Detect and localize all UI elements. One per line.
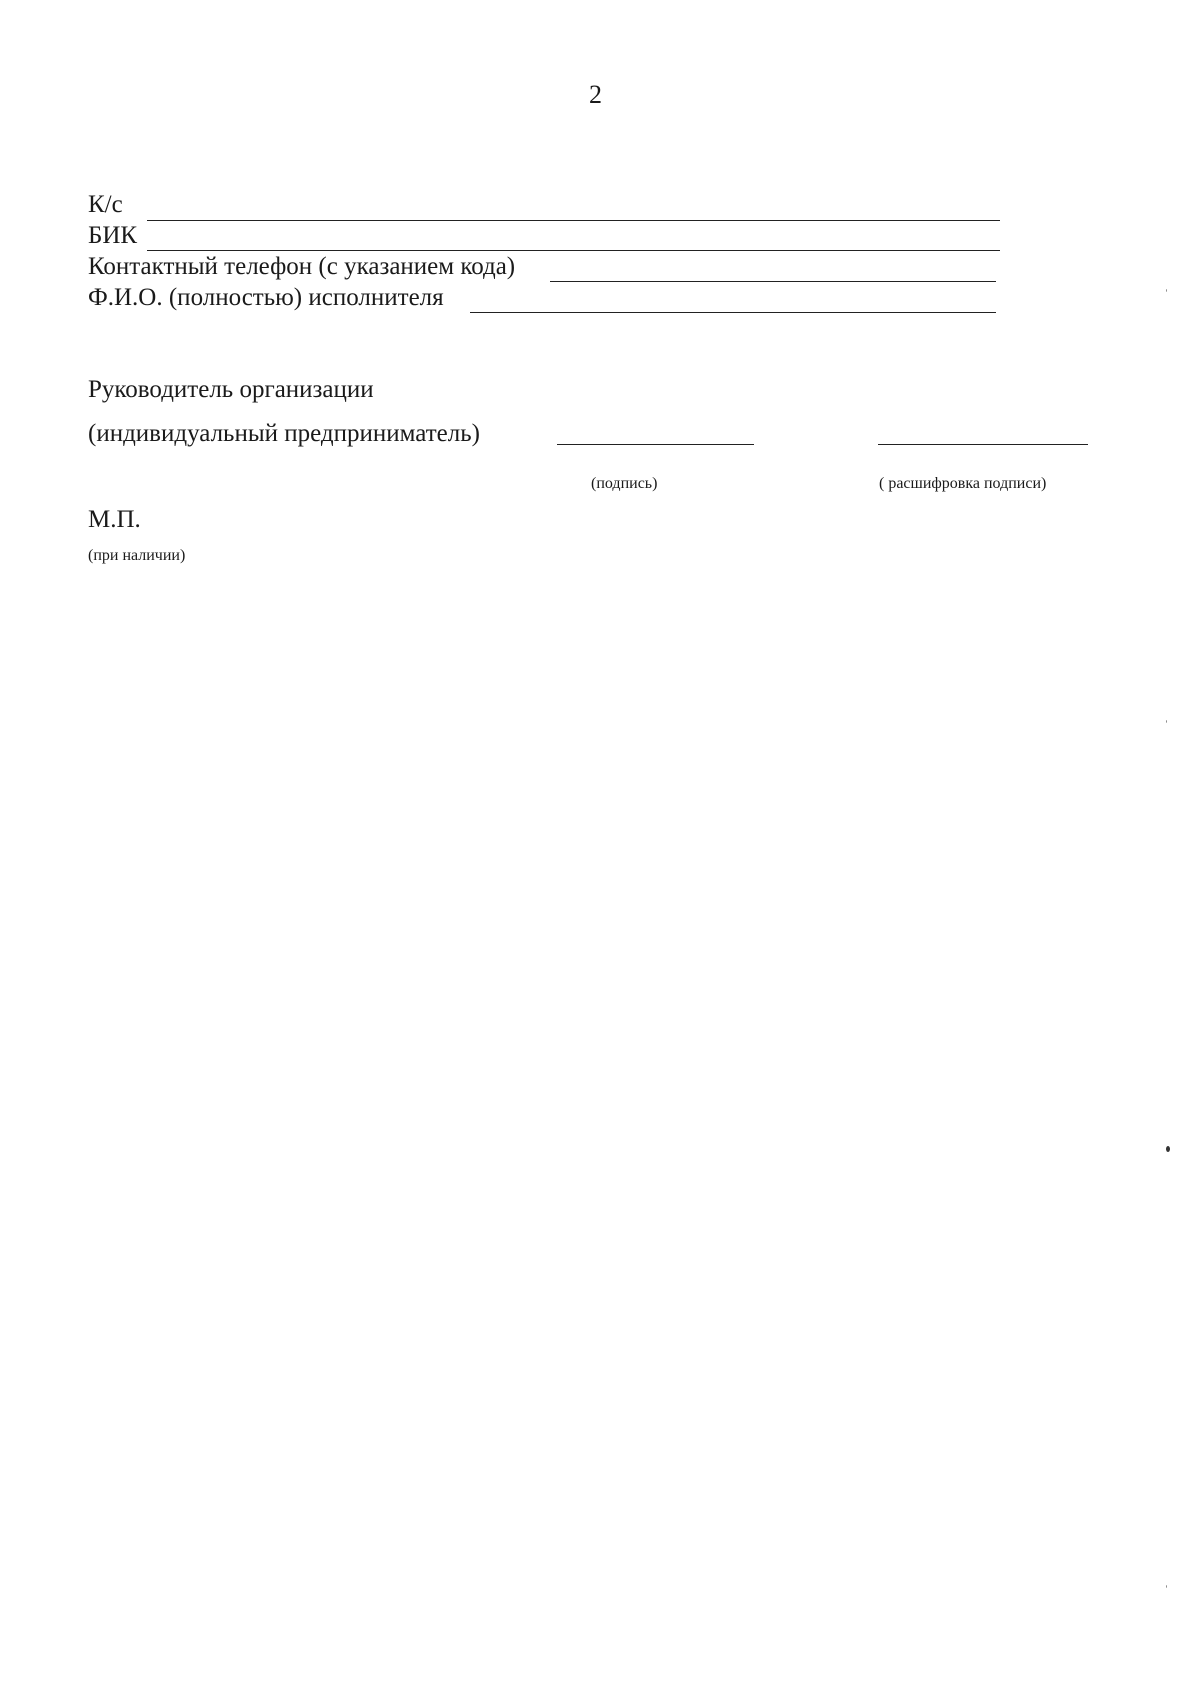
scan-speck: [1166, 1146, 1170, 1152]
field-executor-name-line[interactable]: [470, 312, 996, 313]
signature-line[interactable]: [557, 444, 754, 445]
field-bik-label: БИК: [88, 222, 138, 249]
scan-speck: [1166, 720, 1167, 723]
scan-speck: [1166, 289, 1167, 292]
entrepreneur-label: (индивидуальный предприниматель): [88, 420, 480, 447]
head-of-organization-label: Руководитель организации: [88, 376, 374, 403]
field-phone-label: Контактный телефон (с указанием кода): [88, 253, 516, 280]
page-number: 2: [589, 80, 602, 109]
signature-caption: (подпись): [591, 475, 658, 492]
scan-speck: [1166, 1585, 1167, 1588]
signature-decryption-line[interactable]: [878, 444, 1088, 445]
field-executor-name-label: Ф.И.О. (полностью) исполнителя: [88, 284, 444, 311]
stamp-note: (при наличии): [88, 547, 186, 564]
stamp-label: М.П.: [88, 506, 141, 533]
field-correspondent-account-line[interactable]: [147, 220, 1000, 221]
signature-decryption-caption: ( расшифровка подписи): [879, 475, 1047, 492]
field-correspondent-account-label: К/с: [88, 191, 123, 218]
field-bik-line[interactable]: [147, 250, 1000, 251]
field-phone-line[interactable]: [550, 281, 996, 282]
